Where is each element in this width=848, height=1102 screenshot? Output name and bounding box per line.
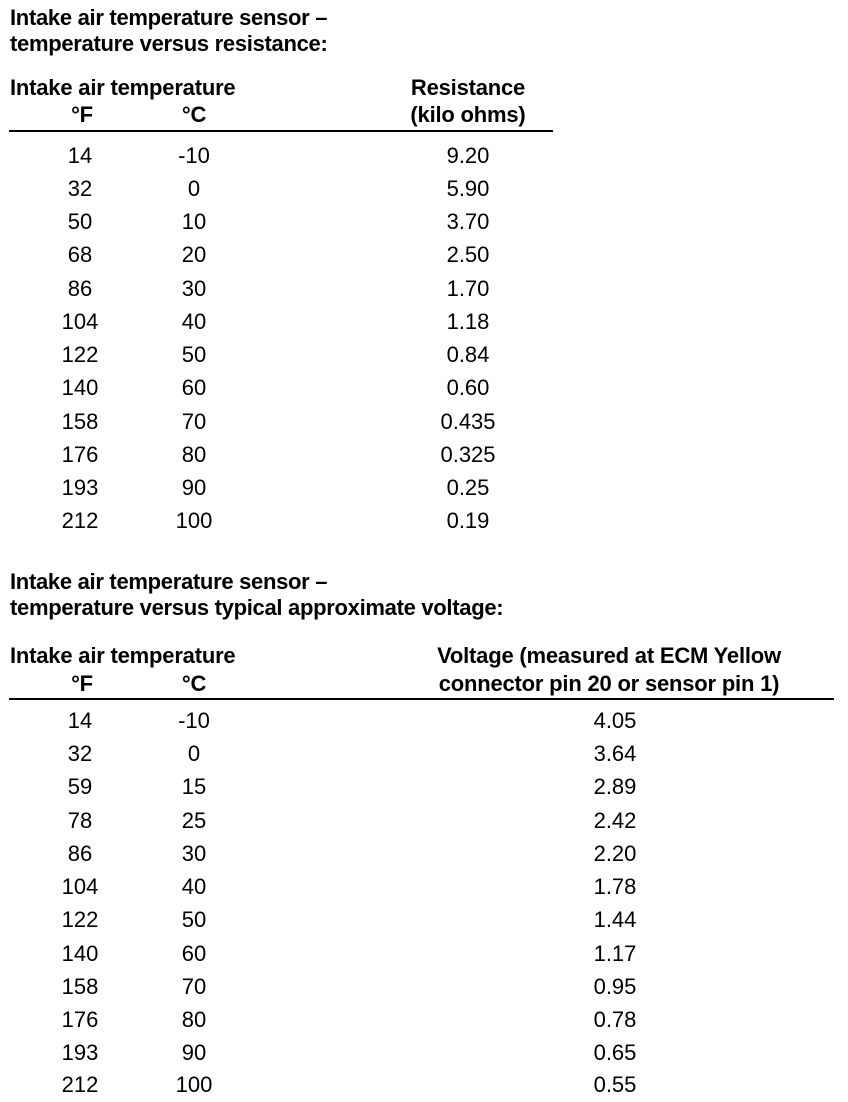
celsius-cell: 10 (181, 209, 207, 234)
table-row (0, 438, 848, 471)
fahrenheit-cell: 193 (61, 1040, 99, 1065)
resistance-header-rule (9, 130, 553, 132)
fahrenheit-cell: 50 (67, 209, 93, 234)
fahrenheit-cell: 193 (61, 475, 99, 500)
resistance-cell: 1.18 (446, 309, 490, 334)
celsius-cell: 100 (175, 508, 213, 533)
resistance-cell: 0.325 (440, 442, 496, 467)
celsius-cell: 25 (181, 808, 207, 833)
fahrenheit-cell: 59 (67, 774, 93, 799)
voltage-cell: 2.89 (593, 774, 637, 799)
fahrenheit-cell: 122 (61, 907, 99, 932)
table-row (0, 737, 848, 770)
celsius-cell: 30 (181, 841, 207, 866)
voltage-title-line2: temperature versus typical approximate voltage: (10, 595, 504, 620)
resistance-cell: 1.70 (446, 276, 490, 301)
voltage-cell: 2.42 (593, 808, 637, 833)
resistance-cell: 0.84 (446, 342, 490, 367)
table-row (0, 205, 848, 238)
resistance-header-value-line1: Resistance (410, 75, 526, 100)
fahrenheit-cell: 104 (61, 309, 99, 334)
table-row (0, 471, 848, 504)
table-row (0, 1036, 848, 1069)
table-row (0, 837, 848, 870)
table-row (0, 804, 848, 837)
celsius-cell: 15 (181, 774, 207, 799)
voltage-header-fahrenheit: °F (71, 671, 93, 696)
celsius-cell: 80 (181, 1007, 207, 1032)
table-row (0, 1003, 848, 1036)
voltage-cell: 0.95 (593, 974, 637, 999)
celsius-cell: 90 (181, 475, 207, 500)
voltage-cell: 0.78 (593, 1007, 637, 1032)
voltage-cell: 1.44 (593, 907, 637, 932)
voltage-cell: 1.17 (593, 941, 637, 966)
fahrenheit-cell: 86 (67, 276, 93, 301)
fahrenheit-cell: 212 (61, 508, 99, 533)
voltage-header-temperature: Intake air temperature (10, 643, 236, 668)
celsius-cell: 70 (181, 409, 207, 434)
resistance-cell: 9.20 (446, 143, 490, 168)
table-row (0, 238, 848, 271)
celsius-cell: 60 (181, 941, 207, 966)
voltage-header-rule (9, 698, 834, 700)
resistance-cell: 0.19 (446, 508, 490, 533)
table-row (0, 338, 848, 371)
celsius-cell: -10 (178, 708, 210, 733)
celsius-cell: 0 (187, 176, 201, 201)
fahrenheit-cell: 14 (67, 708, 93, 733)
voltage-header-celsius: °C (181, 671, 207, 696)
table-row (0, 870, 848, 903)
fahrenheit-cell: 140 (61, 375, 99, 400)
resistance-header-value-line2: (kilo ohms) (410, 102, 526, 127)
celsius-cell: 80 (181, 442, 207, 467)
resistance-header-temperature: Intake air temperature (10, 75, 236, 100)
resistance-cell: 5.90 (446, 176, 490, 201)
table-row (0, 937, 848, 970)
table-row (0, 1068, 848, 1101)
resistance-header-celsius: °C (181, 102, 207, 127)
fahrenheit-cell: 32 (67, 741, 93, 766)
fahrenheit-cell: 86 (67, 841, 93, 866)
resistance-title-line1: Intake air temperature sensor – (10, 5, 328, 30)
celsius-cell: 0 (187, 741, 201, 766)
resistance-title-line2: temperature versus resistance: (10, 31, 328, 56)
table-row (0, 305, 848, 338)
celsius-cell: 40 (181, 309, 207, 334)
resistance-cell: 2.50 (446, 242, 490, 267)
celsius-cell: 40 (181, 874, 207, 899)
resistance-cell: 0.60 (446, 375, 490, 400)
fahrenheit-cell: 176 (61, 442, 99, 467)
fahrenheit-cell: 78 (67, 808, 93, 833)
table-row (0, 504, 848, 537)
resistance-cell: 3.70 (446, 209, 490, 234)
fahrenheit-cell: 14 (67, 143, 93, 168)
table-row (0, 770, 848, 803)
table-row (0, 970, 848, 1003)
fahrenheit-cell: 158 (61, 409, 99, 434)
voltage-table-title (10, 569, 503, 621)
voltage-cell: 0.65 (593, 1040, 637, 1065)
fahrenheit-cell: 122 (61, 342, 99, 367)
resistance-cell: 0.435 (440, 409, 496, 434)
fahrenheit-cell: 104 (61, 874, 99, 899)
celsius-cell: 30 (181, 276, 207, 301)
voltage-cell: 0.55 (593, 1072, 637, 1097)
celsius-cell: 100 (175, 1072, 213, 1097)
celsius-cell: 50 (181, 342, 207, 367)
celsius-cell: 50 (181, 907, 207, 932)
resistance-table-title (10, 5, 328, 57)
table-row (0, 139, 848, 172)
table-row (0, 272, 848, 305)
fahrenheit-cell: 176 (61, 1007, 99, 1032)
fahrenheit-cell: 158 (61, 974, 99, 999)
fahrenheit-cell: 68 (67, 242, 93, 267)
voltage-cell: 4.05 (593, 708, 637, 733)
celsius-cell: 20 (181, 242, 207, 267)
fahrenheit-cell: 140 (61, 941, 99, 966)
table-row (0, 172, 848, 205)
resistance-header-fahrenheit: °F (71, 102, 93, 127)
table-row (0, 371, 848, 404)
celsius-cell: -10 (178, 143, 210, 168)
celsius-cell: 60 (181, 375, 207, 400)
voltage-header-value-line2: connector pin 20 or sensor pin 1) (438, 671, 780, 696)
voltage-cell: 1.78 (593, 874, 637, 899)
voltage-header-value-line1: Voltage (measured at ECM Yellow (437, 643, 781, 668)
resistance-cell: 0.25 (446, 475, 490, 500)
voltage-title-line1: Intake air temperature sensor – (10, 569, 328, 594)
fahrenheit-cell: 32 (67, 176, 93, 201)
fahrenheit-cell: 212 (61, 1072, 99, 1097)
celsius-cell: 70 (181, 974, 207, 999)
voltage-cell: 2.20 (593, 841, 637, 866)
table-row (0, 704, 848, 737)
celsius-cell: 90 (181, 1040, 207, 1065)
table-row (0, 903, 848, 936)
voltage-cell: 3.64 (593, 741, 637, 766)
table-row (0, 405, 848, 438)
